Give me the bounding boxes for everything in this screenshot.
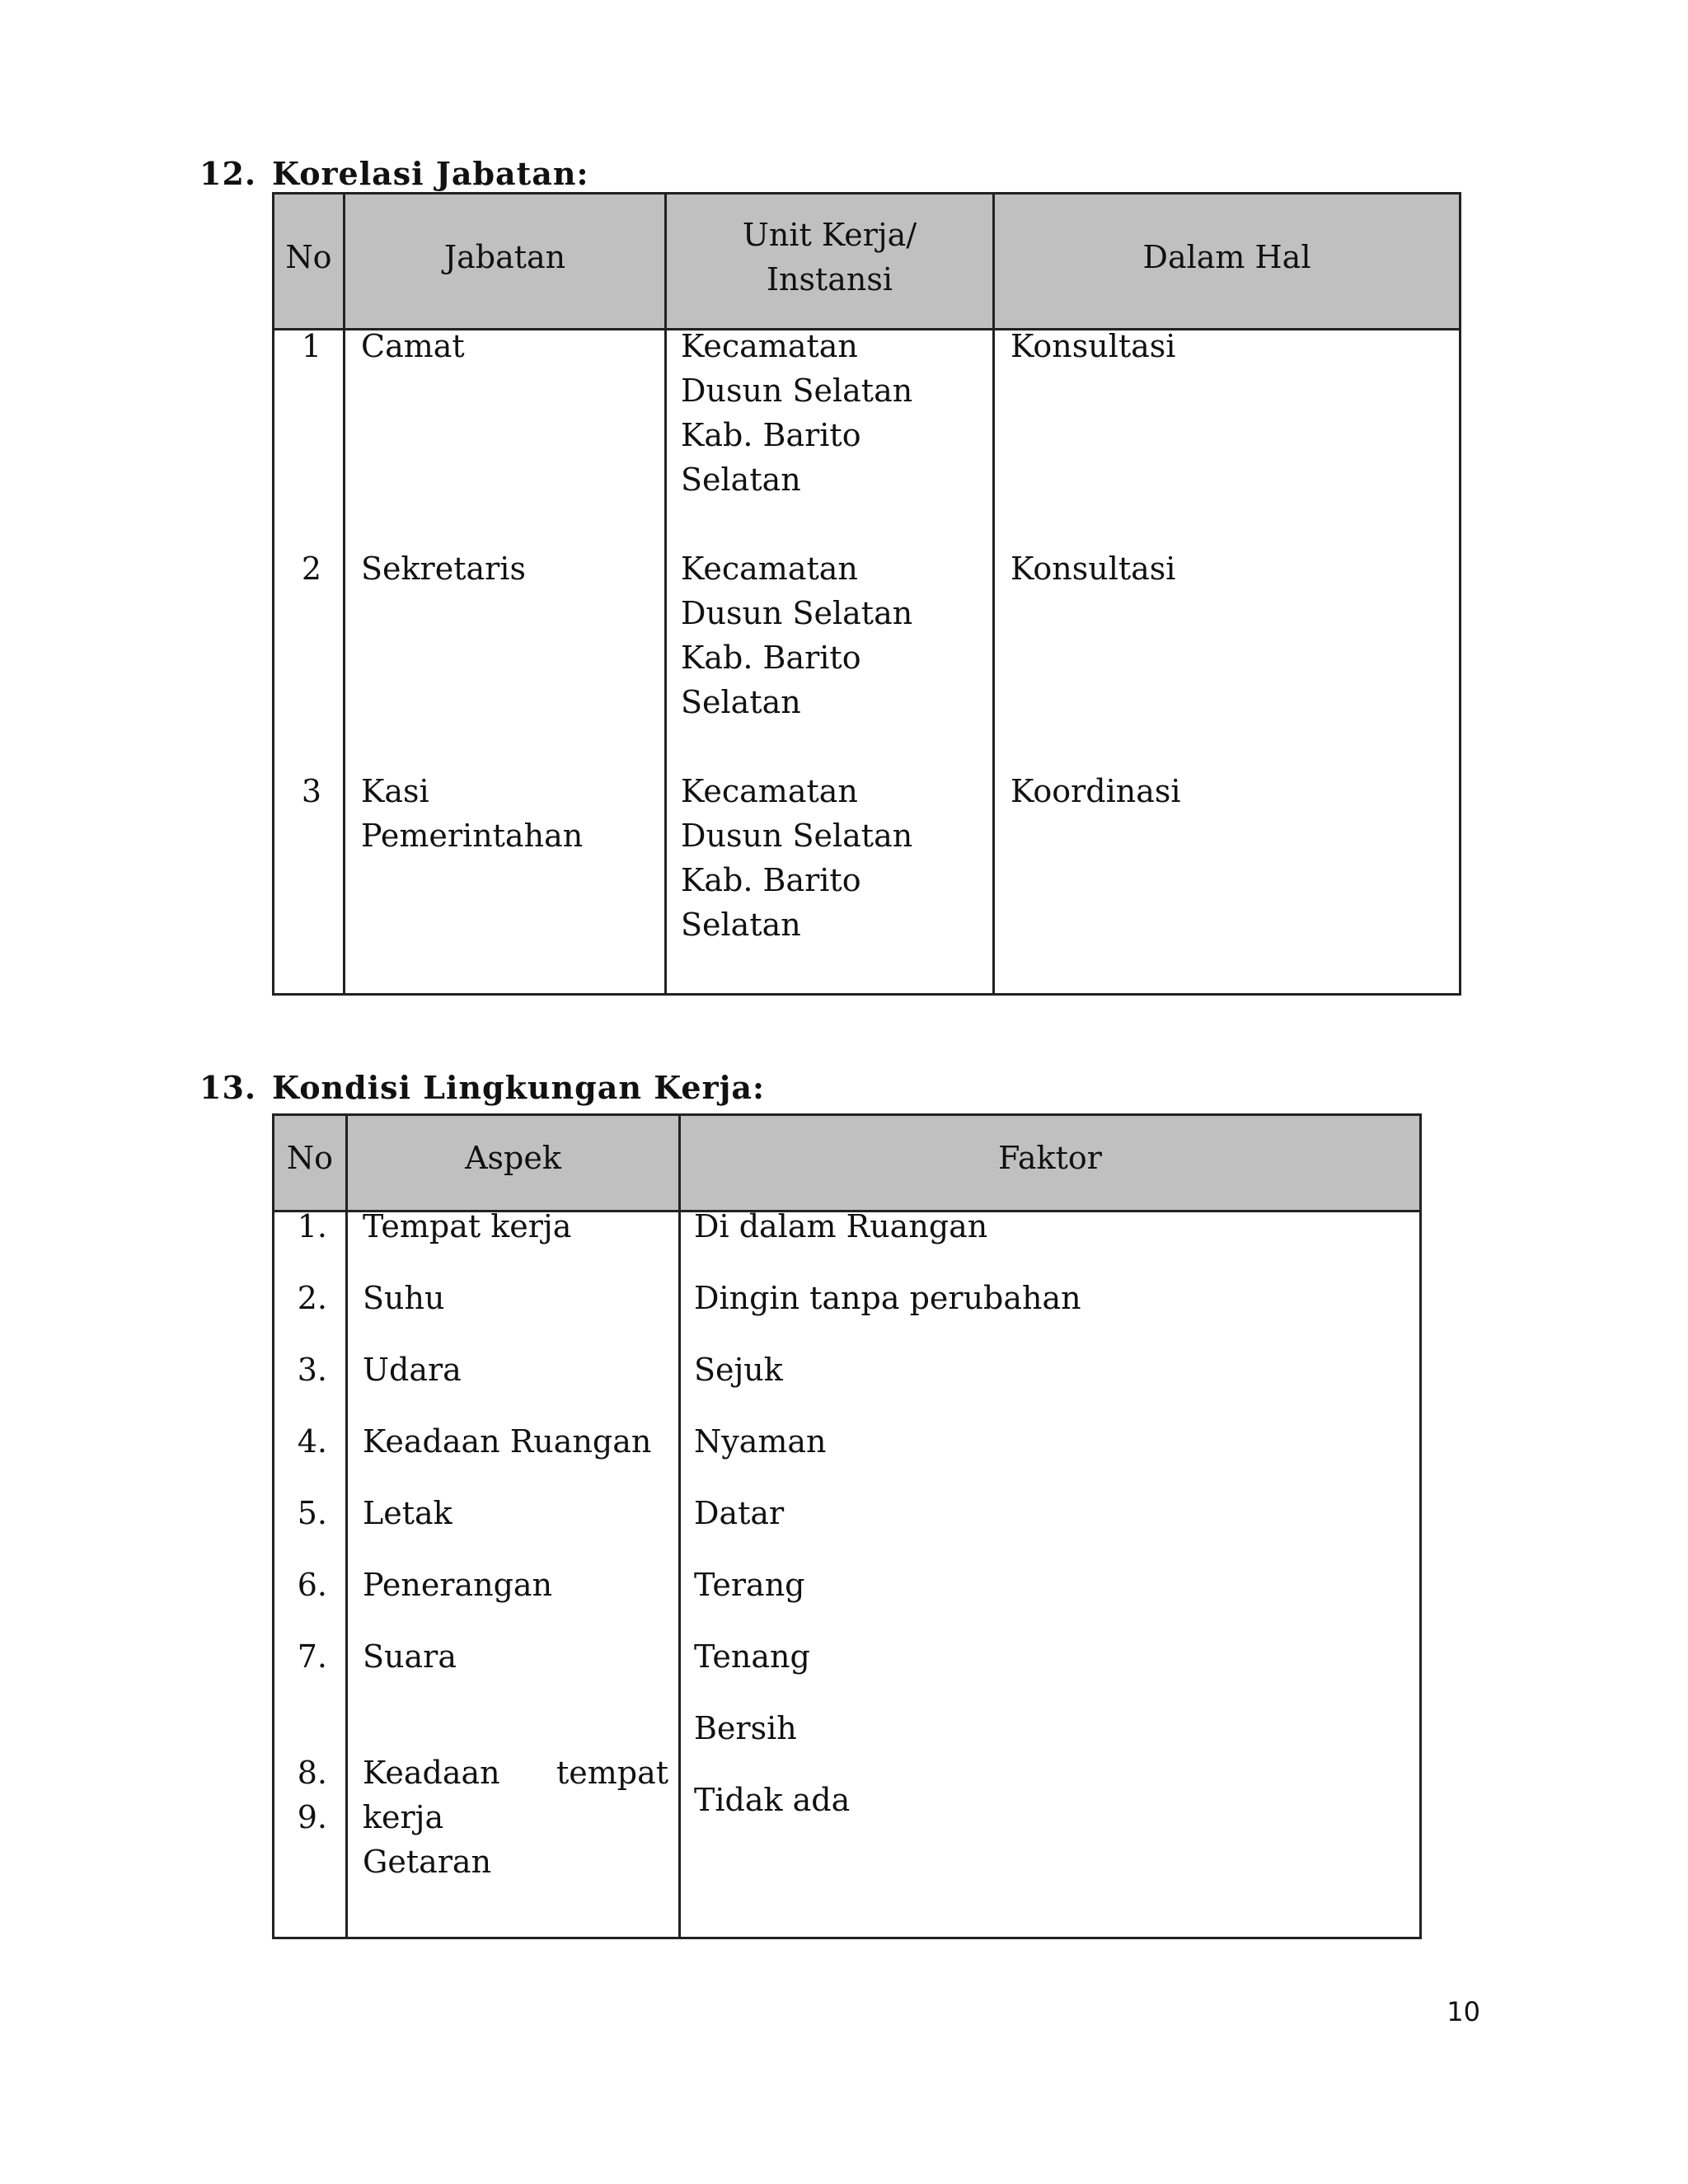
header-jabatan: Jabatan [443, 239, 566, 275]
section-13-heading [199, 1069, 765, 1106]
cell-faktor: Datar [694, 1495, 785, 1531]
section-title: Korelasi Jabatan: [272, 155, 589, 192]
cell-aspek: Letak [363, 1495, 452, 1531]
cell-aspek: Tempat kerja [363, 1208, 572, 1244]
cell-aspek: Getaran [363, 1844, 492, 1880]
section-number: 12. [199, 155, 257, 192]
cell-faktor: Dingin tanpa perubahan [694, 1280, 1081, 1316]
section-number: 13. [199, 1069, 257, 1106]
cell-dalam-hal: Konsultasi [1010, 551, 1176, 587]
header-faktor: Faktor [998, 1140, 1102, 1176]
cell-faktor: Di dalam Ruangan [694, 1208, 988, 1244]
cell-no: 1 [301, 328, 321, 364]
cell-no: 5. [297, 1495, 327, 1531]
cell-jabatan: Camat [361, 328, 465, 364]
column-divider [343, 192, 345, 996]
cell-aspek: Keadaan Ruangan [363, 1423, 652, 1460]
header-dalam-hal: Dalam Hal [1142, 239, 1311, 275]
cell-no: 3 [301, 773, 321, 809]
cell-no: 9. [297, 1799, 327, 1835]
header-aspek: Aspek [465, 1140, 561, 1176]
cell-faktor: Bersih [694, 1710, 797, 1746]
cell-no: 3. [297, 1352, 327, 1388]
cell-no: 1. [297, 1208, 327, 1244]
cell-no: 2. [297, 1280, 327, 1316]
cell-unit: Kecamatan [681, 773, 858, 809]
cell-unit: Kab. Barito [681, 640, 861, 676]
cell-faktor: Tenang [694, 1638, 810, 1675]
cell-aspek: kerja [363, 1799, 444, 1835]
cell-no: 8. [297, 1755, 327, 1791]
cell-unit: Kab. Barito [681, 417, 861, 453]
header-unit-kerja: Unit Kerja/ [742, 217, 917, 253]
cell-aspek: Keadaan [363, 1755, 500, 1791]
cell-unit: Kecamatan [681, 551, 858, 587]
header-no: No [285, 239, 332, 275]
cell-dalam-hal: Konsultasi [1010, 328, 1176, 364]
header-no: No [286, 1140, 334, 1176]
column-divider [678, 1113, 681, 1939]
cell-unit: Selatan [681, 684, 801, 720]
cell-jabatan: Kasi [361, 773, 429, 809]
cell-unit: Dusun Selatan [681, 595, 913, 631]
cell-unit: Dusun Selatan [681, 373, 913, 409]
cell-unit: Dusun Selatan [681, 818, 913, 854]
cell-faktor: Sejuk [694, 1352, 783, 1388]
header-instansi: Instansi [766, 261, 893, 298]
cell-aspek: Suara [363, 1638, 457, 1675]
cell-no: 4. [297, 1423, 327, 1460]
section-title: Kondisi Lingkungan Kerja: [272, 1069, 766, 1106]
cell-unit: Selatan [681, 462, 801, 498]
cell-faktor: Nyaman [694, 1423, 827, 1460]
cell-dalam-hal: Koordinasi [1010, 773, 1181, 809]
cell-no: 2 [301, 551, 321, 587]
column-divider [992, 192, 995, 996]
cell-no: 7. [297, 1638, 327, 1675]
cell-aspek: Penerangan [363, 1567, 553, 1603]
column-divider [345, 1113, 348, 1939]
cell-aspek: Suhu [363, 1280, 445, 1316]
cell-unit: Selatan [681, 907, 801, 943]
cell-faktor: Tidak ada [694, 1782, 851, 1818]
cell-aspek: Udara [363, 1352, 462, 1388]
cell-no: 6. [297, 1567, 327, 1603]
section-12-heading [199, 155, 588, 192]
cell-jabatan: Sekretaris [361, 551, 526, 587]
cell-unit: Kecamatan [681, 328, 858, 364]
page-number: 10 [1447, 1996, 1480, 2027]
cell-jabatan: Pemerintahan [361, 818, 584, 854]
cell-faktor: Terang [694, 1567, 805, 1603]
cell-aspek: tempat [556, 1755, 668, 1791]
cell-unit: Kab. Barito [681, 862, 861, 898]
column-divider [664, 192, 667, 996]
